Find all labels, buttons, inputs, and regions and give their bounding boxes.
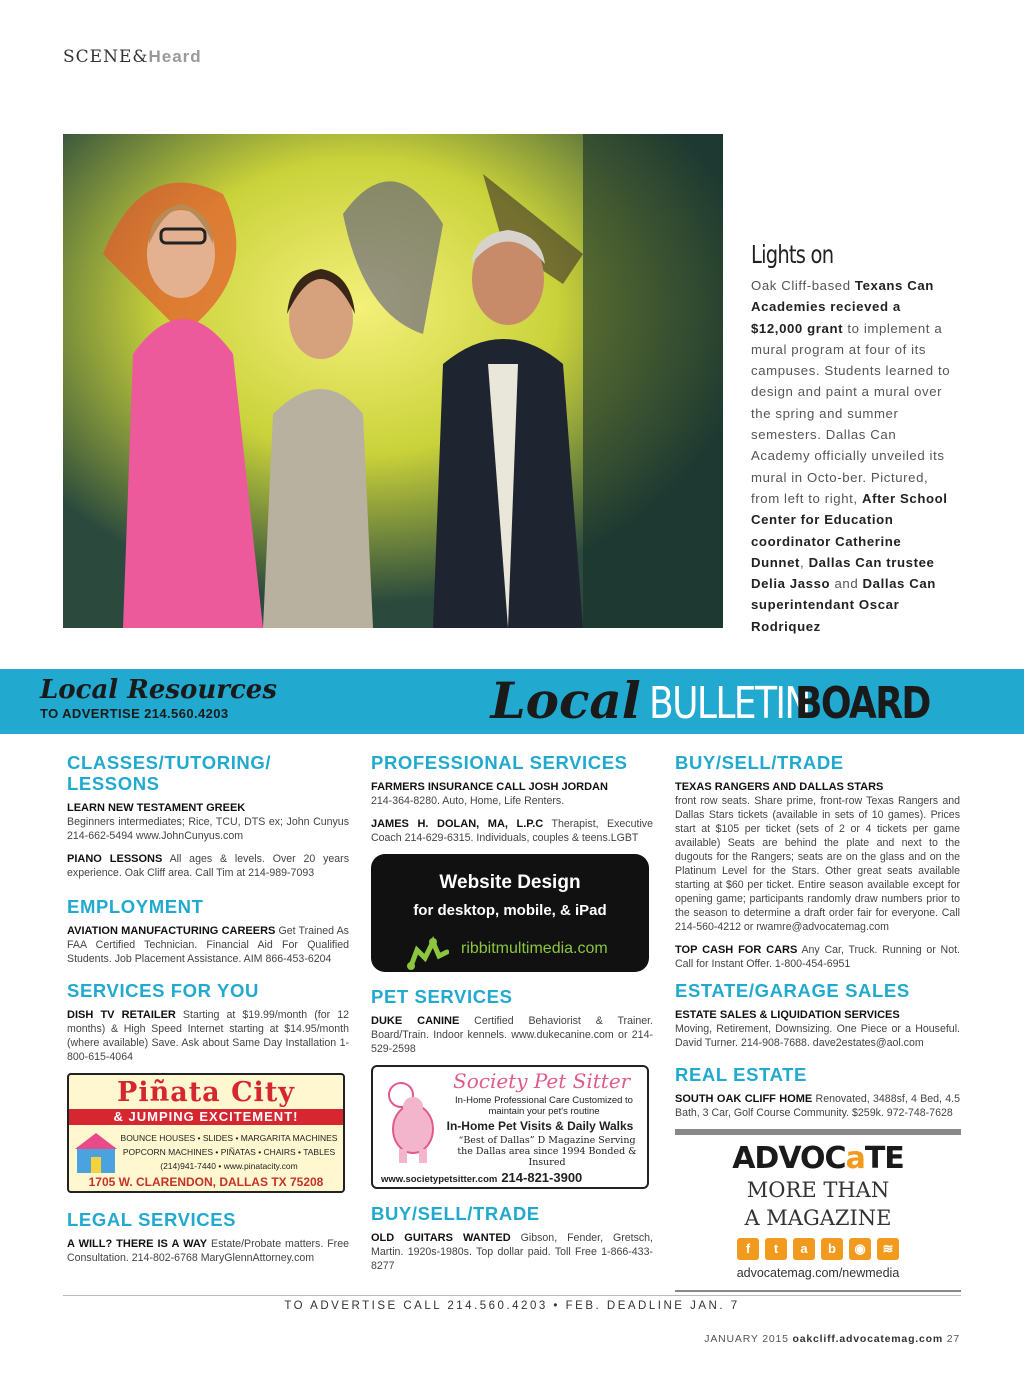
category-real-estate: REAL ESTATE [675, 1064, 807, 1085]
ad-body: 214-364-8280. Auto, Home, Life Renters. [371, 795, 565, 807]
category-buy-sell-trade: BUY/SELL/TRADE [675, 752, 844, 773]
advocate-tagline-line2: A MAGAZINE [744, 1206, 892, 1230]
caption-body [751, 275, 951, 637]
ad-heading: DUKE CANINE [371, 1015, 460, 1027]
pinata-city-tagline: & JUMPING EXCITEMENT! [69, 1109, 343, 1125]
pinata-line: (214)941-7440 • www.pinatacity.com [160, 1161, 298, 1171]
caption-bold: Dallas Can trustee Delia Jasso [751, 554, 935, 592]
rss-icon[interactable]: ≋ [877, 1238, 899, 1260]
bulletin-board-banner [0, 669, 1024, 734]
ad-heading: PIANO LESSONS [67, 853, 163, 865]
frog-logo-icon [403, 936, 449, 972]
blog-icon[interactable]: b [821, 1238, 843, 1260]
folio-date: JANUARY 2015 [704, 1333, 793, 1345]
pet-sitter-url: www.societypetsitter.com [381, 1174, 498, 1185]
ad-heading: SOUTH OAK CLIFF HOME [675, 1093, 813, 1105]
caption-bold: After School Center for Education coordinator Catherine Dunnet [751, 490, 948, 570]
classified-ad [371, 780, 653, 808]
category-classes-tutoring: CLASSES/TUTORING/ LESSONS [67, 752, 272, 794]
category-professional-services: PROFESSIONAL SERVICES [371, 752, 628, 773]
ad-heading: LEARN NEW TESTAMENT GREEK [67, 802, 246, 814]
twitter-icon[interactable]: t [765, 1238, 787, 1260]
classifieds-column-2 [371, 752, 653, 1282]
website-design-title: Website Design [439, 872, 581, 893]
caption-text: and [830, 576, 863, 592]
advocate-logo-part: ADVOC [732, 1141, 846, 1176]
caption-bold: Texans Can Academies recieved a $12,000 grant [751, 278, 934, 336]
classified-ad [371, 817, 653, 845]
pinata-line: BOUNCE HOUSES • SLIDES • MARGARITA MACHINES [120, 1133, 338, 1143]
section-header-heard: Heard [148, 47, 202, 66]
category-employment: EMPLOYMENT [67, 896, 204, 917]
advocate-tagline-line1: MORE THAN [746, 1178, 890, 1202]
page-folio [704, 1333, 960, 1345]
pet-sitter-title: Society Pet Sitter [453, 1069, 631, 1093]
caption-bold: Dallas Can superintendant Oscar Rodriquez [751, 576, 936, 634]
ad-heading: FARMERS INSURANCE CALL JOSH JORDAN [371, 781, 608, 793]
advocate-logo-part: TE [864, 1141, 904, 1176]
classified-ad [675, 780, 960, 934]
banner-bulletin-word: BULLETIN [648, 678, 810, 729]
banner-board-word: BOARD [794, 678, 930, 729]
category-legal-services: LEGAL SERVICES [67, 1209, 237, 1230]
local-resources-title: Local Resources [40, 675, 277, 705]
banner-advertise-phone: TO ADVERTISE 214.560.4203 [40, 706, 229, 721]
caption-text: Oak Cliff-based [751, 278, 855, 293]
ad-body: Any Car, Truck. Running or Not. Call for Instant Offer. 1-800-454-6951 [675, 944, 960, 970]
classified-ad [675, 1008, 960, 1050]
pinata-line: POPCORN MACHINES • PIÑATAS • CHAIRS • TABLES [122, 1147, 336, 1157]
caption-title: Lights on [751, 240, 834, 269]
classifieds-column-3 [675, 752, 960, 1292]
classified-ad [67, 852, 349, 880]
ad-body: Beginners intermediates; Rice, TCU, DTS ex; John Cunyus 214-662-5494 www.JohnCunyus.com [67, 816, 349, 842]
poodle-icon [379, 1077, 445, 1165]
website-design-subtitle: for desktop, mobile, & iPad [413, 902, 607, 919]
society-pet-sitter-ad [371, 1065, 649, 1189]
ad-body: All ages & levels. Over 20 years experience. Oak Cliff area. Call Tim at 214-989-7093 [67, 853, 349, 879]
ad-body: Renovated, 3488sf, 4 Bed, 4.5 Bath, 3 Car, Golf Course Community. $259k. 972-748-7628 [675, 1093, 961, 1119]
event-photo [63, 134, 723, 628]
classified-ad [675, 943, 960, 971]
footer-advertise-line: TO ADVERTISE CALL 214.560.4203 • FEB. DEADLINE JAN. 7 [284, 1300, 740, 1312]
ad-body: Moving, Retirement, Downsizing. One Piece or a Houseful. David Turner. 214-908-7688. dave2estates@aol.com [675, 1023, 960, 1049]
classified-ad [67, 1237, 349, 1265]
classified-ad [371, 1231, 653, 1273]
ad-body: Therapist, Executive Coach 214-629-6315. Individuals, couples & teens.LGBT [371, 818, 653, 844]
advocate-new-media-url[interactable]: advocatemag.com/newmedia [736, 1266, 900, 1280]
ad-heading: AVIATION MANUFACTURING CAREERS [67, 925, 276, 937]
folio-page-number: 27 [943, 1333, 960, 1345]
ad-heading: OLD GUITARS WANTED [371, 1232, 511, 1244]
ad-body: Starting at $19.99/month (for 12 months) & High Speed Internet starting at $14.95/month (where available) Save. Ask about Same Day Installation 1-800-615-4064 [67, 1009, 349, 1063]
ad-heading: ESTATE SALES & LIQUIDATION SERVICES [675, 1009, 900, 1021]
facebook-icon[interactable]: f [737, 1238, 759, 1260]
category-services-for-you: SERVICES FOR YOU [67, 980, 259, 1001]
section-header [63, 47, 202, 67]
ad-heading: DISH TV RETAILER [67, 1009, 176, 1021]
pet-sitter-credentials: “Best of Dallas” D Magazine Serving the Dallas area since 1994 Bonded & Insured [457, 1135, 637, 1168]
classified-ad [67, 801, 349, 843]
advocate-logo-part: a [845, 1141, 865, 1176]
advocate-logo [675, 1141, 961, 1176]
pet-sitter-services: In-Home Pet Visits & Daily Walks [446, 1119, 634, 1133]
classified-ad [675, 1092, 960, 1120]
pinata-city-title: Piñata City [117, 1077, 295, 1108]
ad-body: Certified Behaviorist & Trainer. Board/Train. Indoor kennels. www.dukecanine.com or 214-529-2598 [371, 1015, 653, 1055]
ad-heading: JAMES H. DOLAN, MA, L.P.C [371, 818, 544, 830]
category-estate-garage-sales: ESTATE/GARAGE SALES [675, 980, 910, 1001]
ad-heading: TEXAS RANGERS AND DALLAS STARS [675, 781, 884, 793]
pinata-city-services [119, 1131, 339, 1173]
ad-heading: TOP CASH FOR CARS [675, 944, 798, 956]
caption-text: to implement a mural program at four of its campuses. Students learned to design and paint a mural over the spring and summer semesters. Dallas Can Academy officially unveiled its mural in Octo-ber. Pictured, from left to right, [751, 320, 951, 506]
website-design-ad [371, 854, 649, 972]
classified-ad [67, 1008, 349, 1064]
pinata-city-address: 1705 W. CLARENDON, DALLAS TX 75208 [88, 1175, 324, 1189]
podcast-icon[interactable]: ◉ [849, 1238, 871, 1260]
pet-sitter-contact [381, 1170, 582, 1185]
pet-sitter-phone: 214-821-3900 [501, 1170, 583, 1185]
ad-body: Get Trained As FAA Certified Technician. Financial Aid For Qualified Students. Job Placement Assistance. AIM 866-453-6204 [67, 925, 349, 965]
ad-body: front row seats. Share prime, front-row Texas Rangers and Dallas Stars tickets (available in sets of 10 games). Prices start at $105 per ticket (sets of 2 or 4 tickets per game available) Seats are behind the plate and next to the dugouts for the Rangers; seats are on the glass and on the Platinum Level for the Stars. Other great seats available starting at $60 per ticket. Entire season available except for opening game; participants randomly draw numbers prior to the season to determine a draft order fair for everyone. Call 214-560-4212 or rwamre@advocatemag.com [675, 795, 960, 933]
photo-caption [751, 240, 951, 637]
local-resources-block [40, 675, 277, 721]
bounce-house-icon [73, 1131, 119, 1175]
ad-body: Estate/Probate matters. Free Consultation. 214-802-6768 MaryGlennAttorney.com [67, 1238, 349, 1264]
classified-ad [371, 1014, 653, 1056]
banner-local-word: Local [490, 671, 641, 730]
pet-sitter-tagline: In-Home Professional Care Customized to maintain your pet's routine [455, 1095, 633, 1117]
ad-heading: A WILL? THERE IS A WAY [67, 1238, 208, 1250]
category-buy-sell-trade: BUY/SELL/TRADE [371, 1203, 540, 1224]
classifieds-column-1 [67, 752, 349, 1274]
caption-text: , [800, 554, 809, 570]
footer-divider [63, 1295, 961, 1296]
category-pet-services: PET SERVICES [371, 986, 513, 1007]
social-icons [675, 1238, 961, 1260]
folio-url: oakcliff.advocatemag.com [792, 1333, 943, 1345]
website-design-url: ribbitmultimedia.com [461, 940, 608, 957]
amazon-icon[interactable]: a [793, 1238, 815, 1260]
advocate-promo [675, 1129, 961, 1292]
bulletin-board-title [490, 671, 959, 730]
pinata-city-ad [67, 1073, 345, 1193]
classified-ad [67, 924, 349, 966]
ad-body: Gibson, Fender, Gretsch, Martin. 1920s-1980s. Top dollar paid. Toll Free 1-866-433-8277 [371, 1232, 653, 1272]
section-header-scene: SCENE& [63, 47, 149, 67]
